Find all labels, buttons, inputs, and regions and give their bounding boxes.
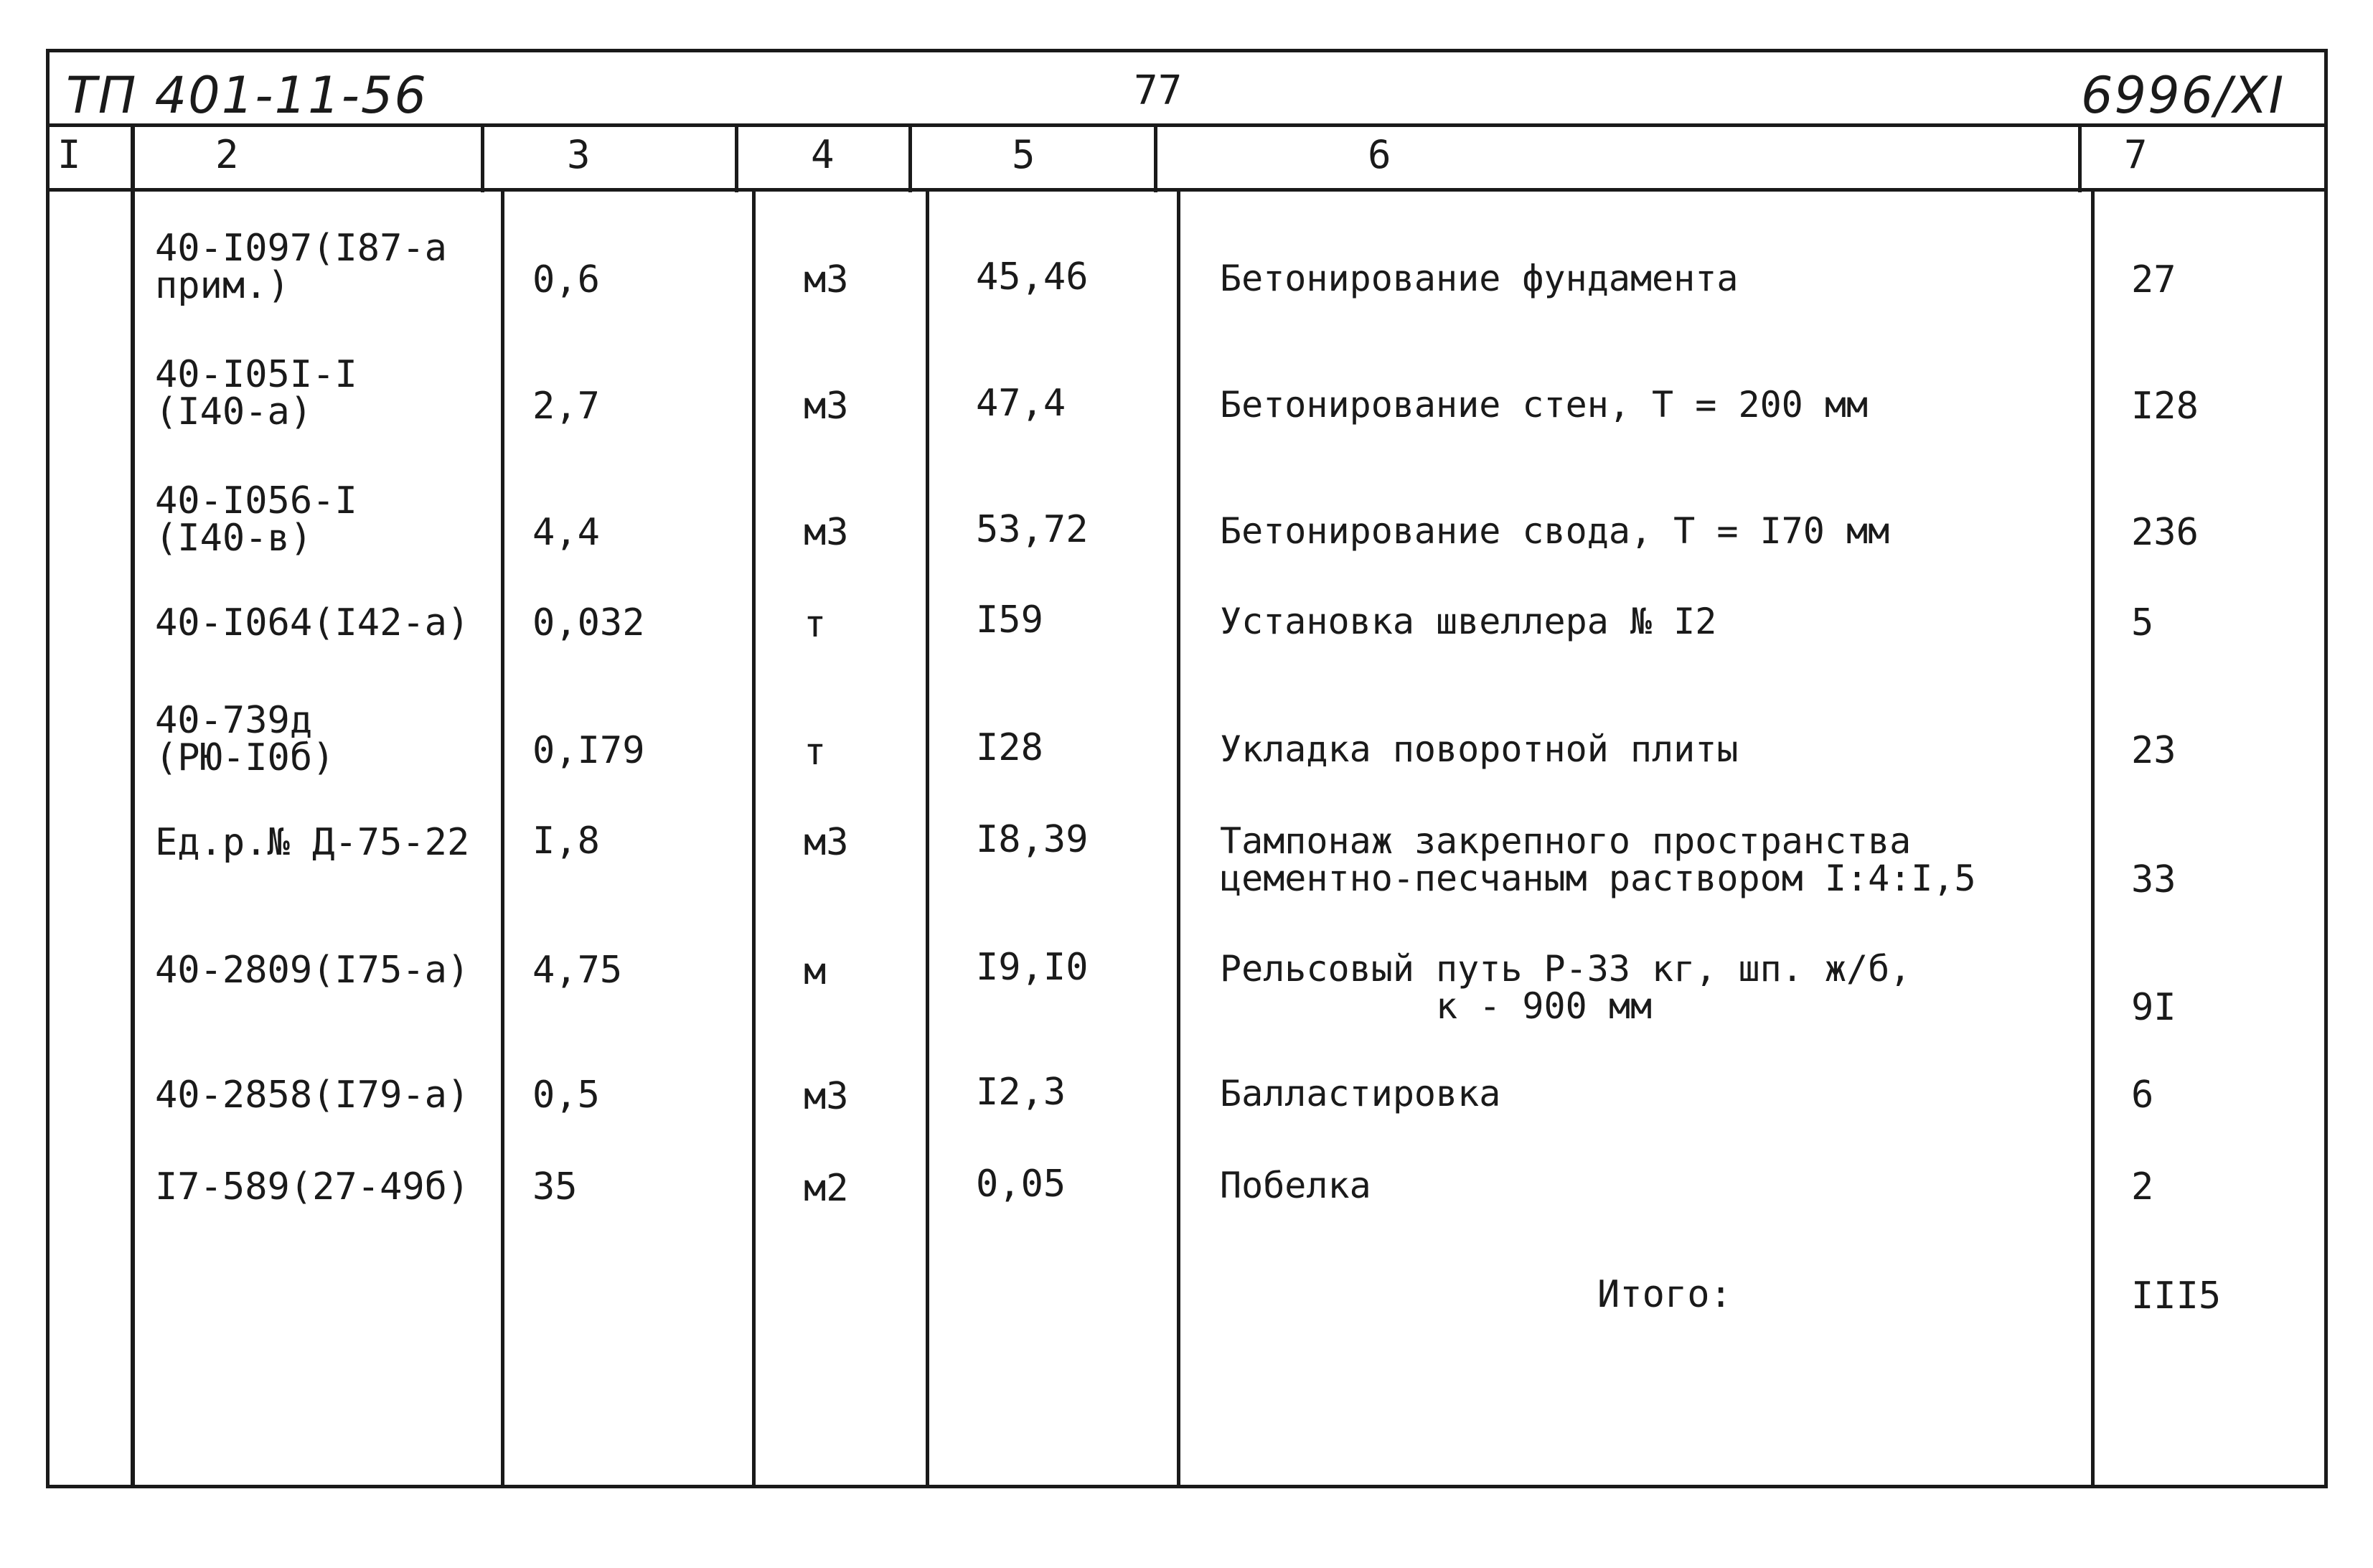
price-cell: 45,46 [976,255,1089,299]
column-divider [735,125,738,192]
quantity-cell: 0,032 [532,601,645,644]
price-cell: 53,72 [976,508,1089,551]
code-cell: 40-I05I-I (I40-а) [155,353,357,433]
code-cell: 40-2809(I75-а) [155,949,470,992]
column-number: 5 [1012,132,1035,177]
total-cell: 6 [2131,1074,2154,1117]
description-cell: Укладка поворотной плиты [1220,728,1739,770]
unit-cell: м3 [804,385,849,428]
total-cell: 2 [2131,1165,2154,1208]
column-divider [908,125,912,192]
column-divider [2091,188,2095,1488]
price-cell: I9,I0 [976,946,1089,989]
unit-cell: м3 [804,821,849,864]
description-cell: Побелка [1220,1165,1371,1206]
column-number: 6 [1368,132,1391,177]
column-divider [926,188,929,1488]
total-cell: 9I [2131,986,2176,1029]
total-label: Итого: [1597,1273,1732,1316]
unit-cell: м3 [804,258,849,301]
total-cell: I28 [2131,385,2199,428]
code-cell: 40-739д (РЮ-I0б) [155,699,335,779]
unit-cell: м2 [804,1167,849,1210]
column-number: 7 [2124,132,2148,177]
quantity-cell: 4,4 [532,511,600,554]
unit-cell: м [804,950,827,993]
quantity-cell: I,8 [532,820,600,863]
unit-cell: т [804,603,827,646]
column-divider [2078,125,2082,192]
column-number: 4 [811,132,835,177]
quantity-cell: 4,75 [532,949,623,992]
price-cell: 47,4 [976,382,1066,425]
column-divider [1154,125,1157,192]
description-cell: Бетонирование свода, Т = I70 мм [1220,510,1890,552]
total-cell: 236 [2131,511,2199,554]
price-cell: 0,05 [976,1163,1066,1206]
unit-cell: м3 [804,1075,849,1118]
quantity-cell: 2,7 [532,385,600,428]
price-cell: I8,39 [976,818,1089,861]
grand-total: III5 [2131,1274,2222,1318]
code-cell: 40-I097(I87-а прим.) [155,227,447,307]
column-divider [752,188,756,1488]
total-cell: 23 [2131,729,2176,772]
code-cell: Ед.р.№ Д-75-22 [155,821,470,864]
code-cell: 40-I064(I42-а) [155,601,470,644]
code-cell: I7-589(27-49б) [155,1165,470,1208]
total-cell: 33 [2131,858,2176,901]
column-number: 3 [567,132,591,177]
price-cell: I2,3 [976,1071,1066,1114]
column-divider [501,188,504,1488]
sheet-code: 6996/XI [2081,66,2285,125]
page-number: 77 [1134,67,1183,114]
total-cell: 27 [2131,258,2176,301]
description-cell: Тампонаж закрепного пространства цементно-песчаным раствором I:4:I,5 [1220,820,1976,899]
price-cell: I59 [976,598,1043,642]
description-cell: Балластировка [1220,1073,1501,1114]
quantity-cell: 0,5 [532,1074,600,1117]
column-number: I [57,132,81,177]
code-cell: 40-I056-I (I40-в) [155,479,357,560]
description-cell: Рельсовый путь Р-33 кг, шп. ж/б, к - 900 мм [1220,948,1912,1027]
column-divider [481,125,484,192]
quantity-cell: 35 [532,1165,578,1208]
code-cell: 40-2858(I79-а) [155,1074,470,1117]
unit-cell: м3 [804,511,849,554]
document-code: ТП 401-11-56 [66,66,428,125]
total-cell: 5 [2131,601,2154,644]
column-divider [1177,188,1180,1488]
column-divider [131,125,135,1488]
column-header-rule [46,188,2328,192]
unit-cell: т [804,731,827,774]
column-number: 2 [215,132,239,177]
price-cell: I28 [976,726,1043,769]
quantity-cell: 0,6 [532,258,600,301]
quantity-cell: 0,I79 [532,729,645,772]
description-cell: Установка швеллера № I2 [1220,601,1717,642]
description-cell: Бетонирование фундамента [1220,258,1739,299]
description-cell: Бетонирование стен, Т = 200 мм [1220,384,1869,426]
